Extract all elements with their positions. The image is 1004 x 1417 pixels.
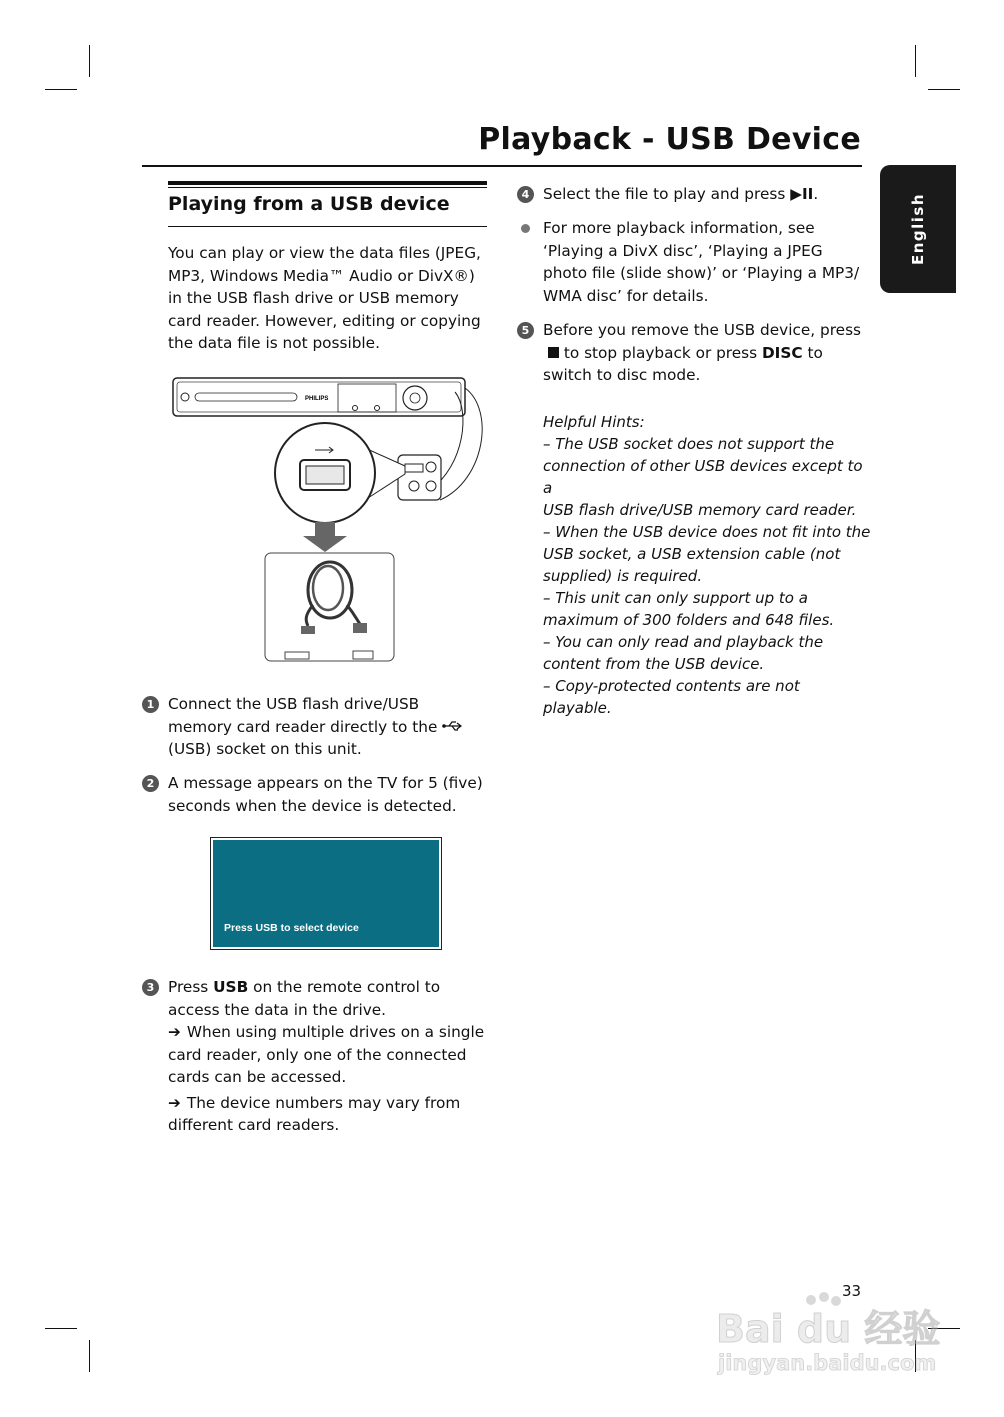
step-line: Before you remove the USB device, press [543,321,862,339]
step-line [168,716,490,739]
intro-line: the data file is not possible. [168,334,380,352]
usb-cable-photo [265,553,394,661]
crop-mark [928,89,960,90]
step-line: access the data in the drive. [168,1000,387,1019]
section-underline [168,226,487,227]
hint-line: connection of other USB devices except to a [543,457,863,497]
crop-mark [915,45,916,77]
step-number: 1 [142,696,159,713]
watermark-url: jingyan.baidu.com [718,1351,937,1375]
watermark-brand: Bai du 经验 [716,1307,941,1351]
stop-icon [548,347,559,358]
down-arrow-icon [303,522,347,552]
section-bar [168,181,487,185]
tv-message: Press USB to select device [224,922,359,934]
hint-line: supplied) is required. [543,567,703,585]
step-number: 2 [142,775,159,792]
crop-mark [45,89,77,90]
info-line: ‘Playing a DivX disc’, ‘Playing a JPEG [543,241,823,260]
info-line: photo file (slide show)’ or ‘Playing a MP3/ [543,264,860,282]
step-line: cards can be accessed. [168,1068,347,1086]
hints-title: Helpful Hints: [543,413,645,431]
arrow-icon: ➔ [168,1093,181,1112]
step-line: different card readers. [168,1116,340,1134]
header-rule [142,165,862,167]
step-number: 5 [517,322,534,339]
hint-line: maximum of 300 folders and 648 files. [543,611,835,629]
note-text: The device numbers may vary from [186,1093,461,1112]
step-line: (USB) socket on this unit. [168,740,362,758]
step-2 [146,772,498,817]
intro-line: You can play or view the data files (JPEG, [168,244,481,262]
step-line [543,183,873,206]
step-line: card reader, only one of the connected [168,1045,467,1064]
step-number: 4 [517,186,534,203]
more-info-bullet [543,217,873,307]
baidu-watermark [716,1292,946,1377]
intro-line: in the USB flash drive or USB memory [168,289,459,307]
step-line: Connect the USB flash drive/USB [168,695,420,713]
arrow-icon: ➔ [168,1023,181,1041]
step-5 [521,319,873,387]
helpful-hints [543,411,873,719]
language-tab [880,165,956,293]
step-4 [521,183,873,206]
crop-mark [89,1340,90,1372]
disc-key-label: DISC [761,343,803,362]
play-pause-icon: ▶II [790,185,814,203]
step-line [168,1092,498,1115]
brand-logo: PHILIPS [305,396,329,402]
step-line: A message appears on the TV for 5 (five) [168,774,483,792]
hint-line: – This unit can only support up to a [543,589,808,607]
step-line: switch to disc mode. [543,366,701,384]
crop-mark [89,45,90,77]
hint-line: USB flash drive/USB memory card reader. [543,501,857,519]
note-text: When using multiple drives on a single [186,1023,485,1041]
hint-line: content from the USB device. [543,655,765,673]
tv-screen-inner [213,840,439,947]
section-bar [168,187,487,188]
step-line-text: memory card reader directly to the [168,717,438,736]
page-title: Playback - USB Device [478,122,861,157]
step-text: . [813,185,819,203]
step-text: Select the file to play and press [543,185,786,203]
info-line: For more playback information, see [543,219,815,237]
usb-socket-panel [398,455,441,500]
intro-paragraph [168,242,490,355]
info-line: WMA disc’ for details. [543,286,709,305]
hint-line: – Copy-protected contents are not playable. [543,677,800,717]
hint-line: – The USB socket does not support the [543,435,835,453]
step-line [168,1021,498,1044]
intro-line: MP3, Windows Media™ Audio or DivX®) [168,266,475,285]
hint-line: – You can only read and playback the [543,633,824,651]
bullet-icon [521,224,530,233]
usb-icon [442,720,464,732]
language-label: English [909,192,927,266]
hint-line: – When the USB device does not fit into the [543,523,871,541]
step-line [168,976,498,999]
crop-mark [45,1328,77,1329]
usb-key-label: USB [213,978,249,996]
step-line: seconds when the device is detected. [168,796,457,815]
step-text: Press [168,978,214,996]
intro-line: card reader. However, editing or copying [168,311,481,330]
tv-screen [210,837,442,950]
step-1 [146,693,490,761]
step-text: to stop playback or press [559,343,762,362]
step-text: on the remote control to [248,978,441,996]
step-line [543,342,873,365]
step-number: 3 [142,979,159,996]
hint-line: USB socket, a USB extension cable (not [543,545,841,563]
page-number: 33 [842,1282,862,1300]
section-title: Playing from a USB device [168,193,450,215]
usb-connection-illustration [165,370,495,665]
step-text: to [802,343,823,362]
step-3 [146,976,498,1137]
